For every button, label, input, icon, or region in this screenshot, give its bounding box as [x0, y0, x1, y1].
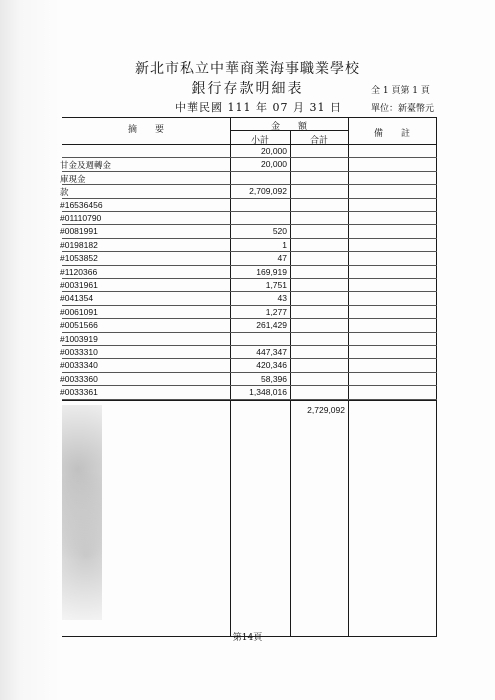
page-number: 第14頁 — [232, 633, 263, 643]
row-subtotal: 447,347 — [256, 347, 287, 357]
row-description: #0033310 — [60, 347, 98, 357]
row-divider — [62, 358, 437, 359]
row-subtotal: 1,277 — [265, 306, 287, 317]
grand-total: 2,729,092 — [307, 405, 345, 415]
header-subtotal: 小計 — [250, 136, 269, 146]
row-divider — [62, 251, 437, 252]
scan-speckle — [62, 405, 102, 620]
row-description: 款 — [60, 187, 69, 198]
row-subtotal: 47 — [277, 253, 287, 264]
header-description: 摘 要 — [127, 125, 164, 135]
row-description: #0031961 — [60, 280, 98, 290]
row-subtotal: 58,396 — [261, 373, 287, 384]
row-description: 庫現金 — [60, 173, 86, 184]
row-divider — [62, 291, 437, 292]
row-description: #1053852 — [60, 253, 98, 264]
row-subtotal: 1 — [282, 239, 287, 250]
row-divider — [62, 372, 437, 373]
row-divider — [62, 278, 437, 279]
row-description: #16536456 — [60, 199, 103, 210]
row-divider — [62, 211, 437, 212]
row-divider — [62, 318, 437, 319]
row-subtotal: 20,000 — [261, 159, 287, 170]
header-remarks: 備 註 — [373, 129, 410, 139]
row-divider — [62, 224, 437, 225]
table-top-border — [62, 117, 437, 118]
row-divider — [62, 238, 437, 239]
row-divider — [62, 305, 437, 306]
row-subtotal: 261,429 — [256, 320, 287, 331]
document-subtitle: 銀行存款明細表 — [191, 81, 304, 97]
row-subtotal: 1,348,016 — [249, 387, 287, 398]
page-info: 全 1 頁第 1 頁 — [371, 86, 430, 96]
row-description: #0033361 — [60, 387, 98, 398]
header-total: 合計 — [309, 136, 328, 146]
row-description: #0198182 — [60, 239, 98, 250]
details-bottom-border — [62, 400, 437, 401]
row-divider — [62, 171, 437, 172]
row-divider — [62, 332, 437, 333]
row-subtotal: 169,919 — [256, 266, 287, 277]
scan-edge-shadow — [0, 0, 60, 700]
table-right-border — [436, 117, 437, 637]
header-amount: 金 額 — [270, 122, 307, 132]
row-description: 甘金及週轉金 — [60, 160, 112, 171]
row-description: #1120366 — [60, 266, 98, 277]
row-divider — [62, 198, 437, 199]
row-divider — [62, 265, 437, 266]
col-divider-total — [348, 117, 349, 637]
row-description: #0033360 — [60, 373, 98, 384]
document-title: 新北市私立中華商業海事職業學校 — [135, 61, 360, 77]
row-subtotal: 520 — [272, 226, 287, 237]
row-description: #0051566 — [60, 320, 98, 331]
row-subtotal: 1,751 — [265, 280, 287, 290]
row-divider — [62, 157, 437, 158]
row-description: #0081991 — [60, 226, 98, 237]
row-description: #041354 — [60, 293, 94, 304]
row-subtotal: 20,000 — [261, 146, 287, 156]
row-subtotal: 43 — [277, 293, 287, 304]
row-divider — [62, 345, 437, 346]
row-subtotal: 420,346 — [256, 360, 287, 371]
currency-unit: 單位：新臺幣元 — [371, 104, 435, 114]
row-description: #01110790 — [60, 213, 102, 223]
row-description: #0061091 — [60, 306, 98, 317]
row-divider — [62, 385, 437, 386]
row-description: #1003919 — [60, 333, 98, 344]
row-description: #0033340 — [60, 360, 98, 371]
report-date: 中華民國 111 年 07 月 31 日 — [175, 101, 342, 114]
col-divider-subtotal — [290, 130, 291, 637]
row-divider — [62, 184, 437, 185]
row-subtotal: 2,709,092 — [249, 186, 287, 197]
